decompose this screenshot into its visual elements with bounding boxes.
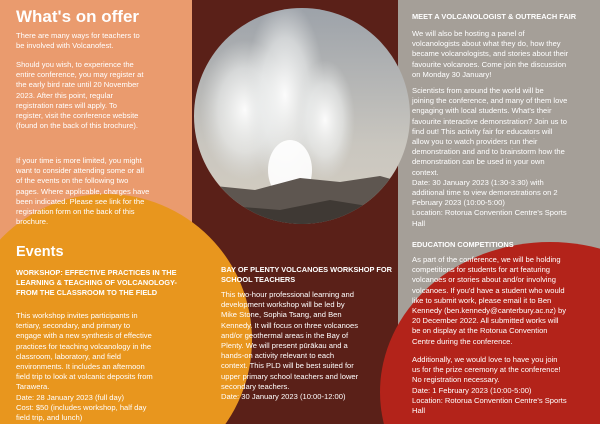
meet-volcanologist-text: We will also be hosting a panel of volcanologists about what they do, how they became volcanologists, and stories about their favourite volcanoes. Come join the discussion on Monday 30 January!: [412, 29, 569, 79]
registration-text: Should you wish, to experience the entire conference, you may register at the early bird rate until 20 November 2023. After this point, regular registration rates will apply. To register, visit the conference website (found on the back of this brochure).: [16, 60, 144, 131]
page-heading: What's on offer: [16, 7, 140, 26]
prize-ceremony-text: Additionally, we would love to have you join us for the prize ceremony at the conference! No registration necessary. Date: 1 February 2023 (10:00-5:00) Location: Rotorua Convention Centre's Sports Hall: [412, 355, 567, 416]
education-competitions-title: EDUCATION COMPETITIONS: [412, 240, 514, 249]
workshop-title: WORKSHOP: EFFECTIVE PRACTICES IN THE LEARNING & TEACHING OF VOLCANOLOGY- FROM THE CLASSROOM TO THE FIELD: [16, 268, 177, 297]
workshop-body: This workshop invites participants in tertiary, secondary, and primary to engage with a new synthesis of effective practices for teaching volcanology in the classroom, laboratory, and field environments. It includes an afternoon field trip to look at volcanic deposits from Tarawera. Date: 28 January 2023 (full day) Cost: $50 (includes workshop, half day field trip, and lunch): [16, 311, 153, 423]
intro-text: There are many ways for teachers to be involved with Volcanofest.: [16, 31, 140, 51]
bop-workshop-title: BAY OF PLENTY VOLCANOES WORKSHOP FOR SCHOOL TEACHERS: [221, 265, 392, 284]
outreach-fair-text: Scientists from around the world will be joining the conference, and many of them love engaging with local students. What's their favourite interactive demonstration? Join us to find out! This activity fair for educators will allow you to watch providers run their demonstration and and to brainstorm how the demonstration can be used in your own context. Date: 30 January 2023 (1:30-3:30) with additional time to view demonstrations on 2 February 2023 (10:00-5:00) Location: Rotorua Convention Centre's Sports Hall: [412, 86, 568, 228]
competitions-text: As part of the conference, we will be holding competitions for students for art featuring volcanoes or stories about and/or involving volcanoes. If you'd have a student who would like to submit work, please email it to Ben Kennedy (ben.kennedy@canterbury.ac.nz) by 20 December 2022. All submitted works will be on display at the Rotorua Convention Centre during the conference.: [412, 255, 567, 346]
events-info-text: If your time is more limited, you might want to consider attending some or all of the events on the following two pages. Where applicable, charges have been indicated. Please see link for the registration form on the back of this brochure.: [16, 156, 150, 227]
meet-volcanologist-title: MEET A VOLCANOLOGIST & OUTREACH FAIR: [412, 12, 577, 21]
events-heading: Events: [16, 244, 64, 260]
bop-workshop-body: This two-hour professional learning and development workshop will be led by Mike Stone, Sophia Tsang, and Ben Kennedy. It will focus on three volcanoes and/or geothermal areas in the Bay of Plenty. We will present pūrākau and a hands-on activity relevant to each context. This PLD will be best suited for upper primary school teachers and lower secondary teachers. Date: 30 January 2023 (10:00-12:00): [221, 290, 359, 402]
